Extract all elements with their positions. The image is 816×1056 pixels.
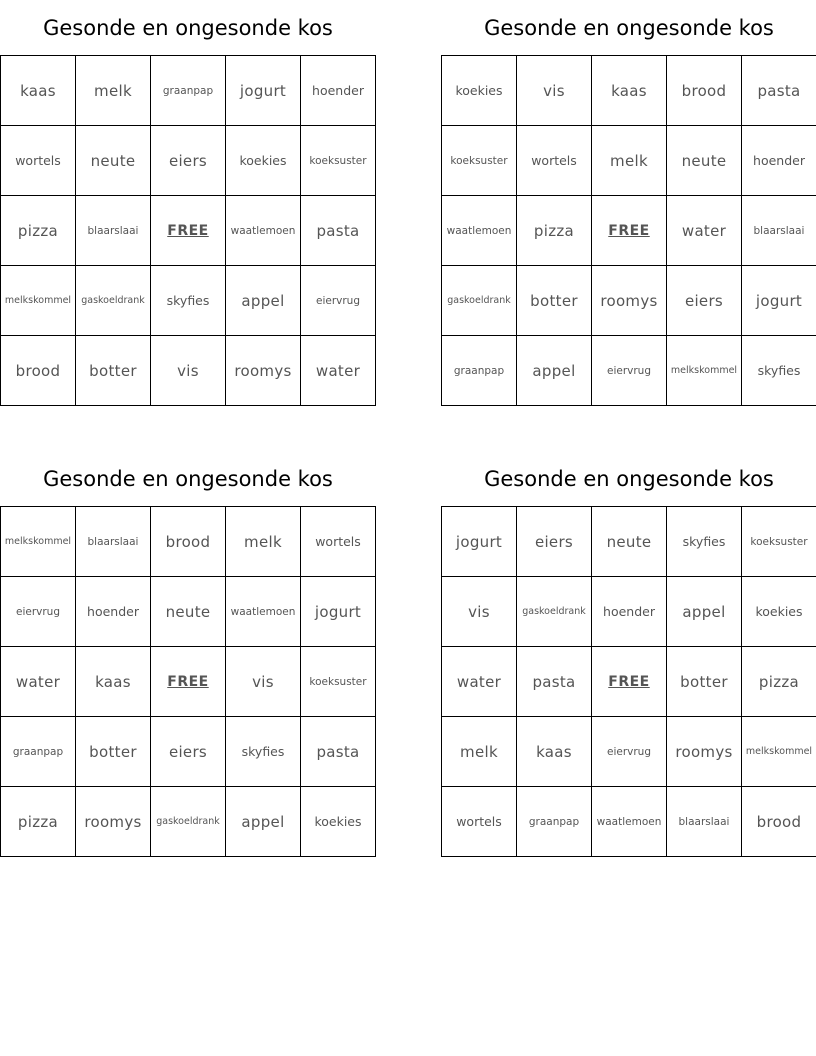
bingo-row [442,717,816,787]
bingo-cell: brood [151,507,226,577]
bingo-grid [441,506,816,857]
card-title: Gesonde en ongesonde kos [43,16,333,40]
bingo-cell: graanpap [517,787,592,857]
bingo-cell: melkskommel [667,336,742,406]
bingo-row [1,196,376,266]
bingo-cell: hoender [742,126,816,196]
bingo-row [1,717,376,787]
bingo-cell: water [667,196,742,266]
bingo-cell: koekies [226,126,301,196]
bingo-cell: eiers [151,126,226,196]
bingo-cell: kaas [1,56,76,126]
bingo-cell: melk [76,56,151,126]
bingo-cell: vis [517,56,592,126]
bingo-cell: wortels [517,126,592,196]
bingo-row [1,266,376,336]
bingo-cell: eiervrug [1,577,76,647]
bingo-cell: kaas [592,56,667,126]
bingo-cell: roomys [76,787,151,857]
bingo-row [442,336,816,406]
bingo-cell: gaskoeldrank [76,266,151,336]
bingo-cell: water [301,336,376,406]
bingo-row [1,577,376,647]
bingo-cell: water [1,647,76,717]
bingo-cell: pizza [1,196,76,266]
bingo-cell: jogurt [301,577,376,647]
bingo-cell: vis [226,647,301,717]
bingo-cell: kaas [76,647,151,717]
bingo-cell: graanpap [1,717,76,787]
bingo-row [1,336,376,406]
bingo-grid [0,506,376,857]
bingo-cell: water [442,647,517,717]
bingo-cell: blaarslaai [742,196,816,266]
bingo-cell: pasta [742,56,816,126]
bingo-cell: blaarslaai [667,787,742,857]
bingo-cell: neute [151,577,226,647]
bingo-cell: pasta [301,196,376,266]
bingo-row [1,787,376,857]
bingo-cell: waatlemoen [226,577,301,647]
bingo-cell: botter [76,717,151,787]
bingo-cell: eiervrug [301,266,376,336]
bingo-cell: eiervrug [592,336,667,406]
bingo-cell: wortels [442,787,517,857]
bingo-cell: neute [76,126,151,196]
bingo-cell: eiervrug [592,717,667,787]
bingo-cell: eiers [667,266,742,336]
free-space: FREE [151,647,226,717]
bingo-cell: botter [76,336,151,406]
bingo-cell: blaarslaai [76,507,151,577]
bingo-row [442,126,816,196]
bingo-cell: hoender [76,577,151,647]
bingo-cell: brood [1,336,76,406]
bingo-cell: pasta [301,717,376,787]
bingo-cell: pizza [517,196,592,266]
card-title: Gesonde en ongesonde kos [484,16,774,40]
bingo-cell: botter [517,266,592,336]
bingo-cell: koeksuster [301,126,376,196]
bingo-cell: koekies [742,577,816,647]
bingo-cell: kaas [517,717,592,787]
bingo-cell: pasta [517,647,592,717]
bingo-cell: neute [667,126,742,196]
bingo-cell: melkskommel [1,507,76,577]
bingo-cell: gaskoeldrank [517,577,592,647]
bingo-row [442,266,816,336]
bingo-cell: jogurt [226,56,301,126]
bingo-cell: jogurt [742,266,816,336]
bingo-cell: koekies [301,787,376,857]
bingo-cell: vis [151,336,226,406]
bingo-row [1,507,376,577]
bingo-cell: pizza [1,787,76,857]
bingo-row [1,647,376,717]
card-title: Gesonde en ongesonde kos [43,467,333,491]
bingo-cell: koekies [442,56,517,126]
bingo-row [442,56,816,126]
bingo-cell: roomys [592,266,667,336]
bingo-cell: skyfies [151,266,226,336]
bingo-cell: hoender [592,577,667,647]
bingo-cell: melkskommel [742,717,816,787]
bingo-cell: waatlemoen [226,196,301,266]
bingo-cell: appel [517,336,592,406]
bingo-row [1,126,376,196]
bingo-cell: melkskommel [1,266,76,336]
bingo-cell: gaskoeldrank [151,787,226,857]
bingo-cell: vis [442,577,517,647]
bingo-cell: graanpap [442,336,517,406]
free-space: FREE [592,196,667,266]
bingo-cell: waatlemoen [592,787,667,857]
bingo-row [1,56,376,126]
bingo-cell: waatlemoen [442,196,517,266]
bingo-cell: wortels [301,507,376,577]
free-space: FREE [592,647,667,717]
free-space: FREE [151,196,226,266]
bingo-cell: brood [667,56,742,126]
bingo-cell: jogurt [442,507,517,577]
card-title: Gesonde en ongesonde kos [484,467,774,491]
bingo-row [442,647,816,717]
bingo-cell: appel [226,787,301,857]
bingo-row [442,787,816,857]
bingo-cell: melk [226,507,301,577]
bingo-cell: blaarslaai [76,196,151,266]
bingo-grid [441,55,816,406]
bingo-cell: eiers [151,717,226,787]
bingo-cell: roomys [226,336,301,406]
bingo-cell: appel [667,577,742,647]
bingo-cell: wortels [1,126,76,196]
bingo-cell: gaskoeldrank [442,266,517,336]
bingo-cell: pizza [742,647,816,717]
bingo-row [442,507,816,577]
bingo-cell: melk [442,717,517,787]
bingo-cell: roomys [667,717,742,787]
bingo-cell: skyfies [667,507,742,577]
bingo-cell: koeksuster [442,126,517,196]
bingo-cell: koeksuster [742,507,816,577]
bingo-cell: appel [226,266,301,336]
bingo-cell: melk [592,126,667,196]
bingo-cell: botter [667,647,742,717]
bingo-cell: hoender [301,56,376,126]
bingo-cell: skyfies [742,336,816,406]
bingo-row [442,196,816,266]
bingo-cell: eiers [517,507,592,577]
bingo-cell: skyfies [226,717,301,787]
bingo-cell: neute [592,507,667,577]
bingo-row [442,577,816,647]
bingo-cell: brood [742,787,816,857]
bingo-grid [0,55,376,406]
bingo-cell: koeksuster [301,647,376,717]
bingo-cell: graanpap [151,56,226,126]
